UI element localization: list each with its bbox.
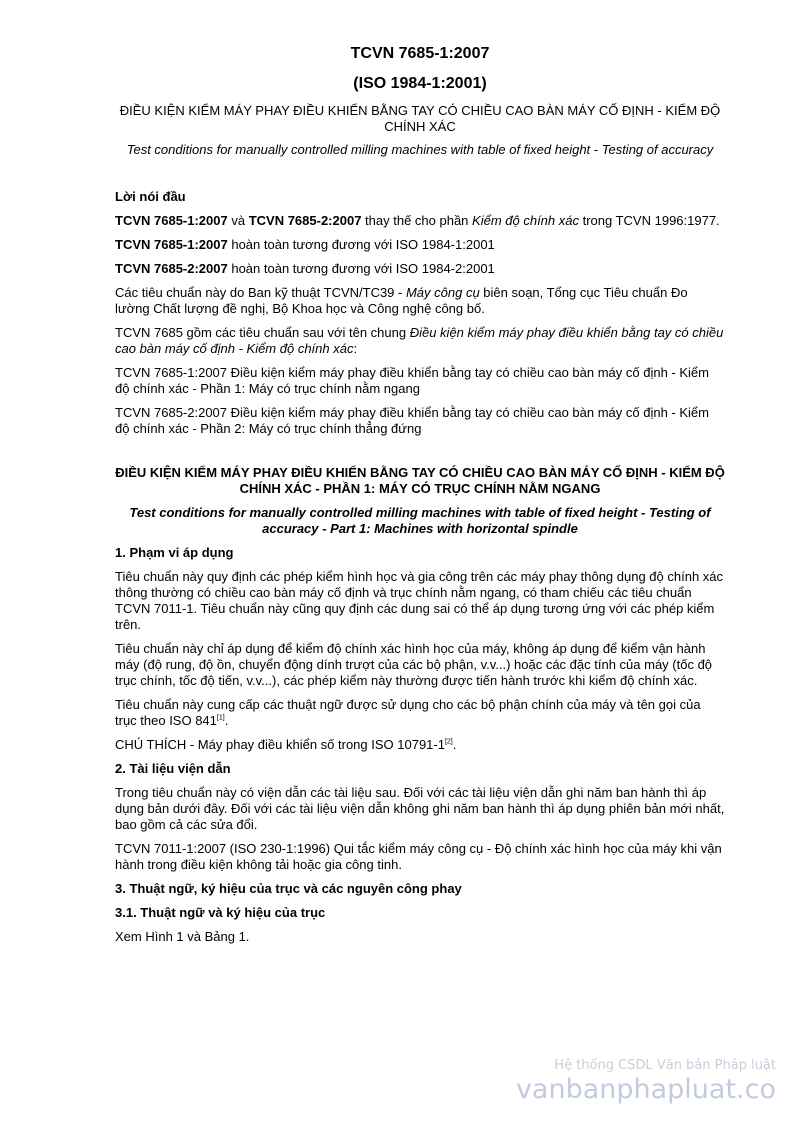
part-title-vietnamese: ĐIỀU KIỆN KIỂM MÁY PHAY ĐIỀU KHIỂN BẰNG TAY CÓ CHIỀU CAO BÀN MÁY CỐ ĐỊNH - KIỂM ĐỘ CHÍNH XÁC - PHẦN 1: MÁY CÓ TRỤC CHÍNH NẰM NGANG [115,465,725,496]
section-2-paragraph-1: Trong tiêu chuẩn này có viện dẫn các tài liệu sau. Đối với các tài liệu viện dẫn ghi năm ban hành thì áp dụng bản dưới đây. Đối với các tài liệu viện dẫn không ghi năm ban hành thì áp dụng phiên bản mới nhất, bao gồm cả các sửa đổi. [115,785,725,832]
foreword-paragraph-2: TCVN 7685-1:2007 hoàn toàn tương đương với ISO 1984-1:2001 [115,237,495,252]
section-3-heading: 3. Thuật ngữ, ký hiệu của trục và các nguyên công phay [115,881,462,896]
section-2-paragraph-2: TCVN 7011-1:2007 (ISO 230-1:1996) Qui tắc kiểm máy công cụ - Độ chính xác hình học của máy khi vận hành trong điều kiện không tải hoặc gia công tinh. [115,841,722,872]
foreword-heading: Lời nói đầu [115,189,186,204]
section-2-heading: 2. Tài liệu viện dẫn [115,761,231,776]
watermark-site: vanbanphapluat.co [515,1074,776,1105]
iso-code: (ISO 1984-1:2001) [353,75,487,92]
section-3-1-paragraph: Xem Hình 1 và Bảng 1. [115,929,250,944]
foreword-paragraph-6: TCVN 7685-1:2007 Điều kiện kiểm máy phay điều khiển bằng tay có chiều cao bàn máy cố định - Kiểm độ chính xác - Phần 1: Máy có trục chính nằm ngang [115,365,709,396]
foreword-paragraph-1: TCVN 7685-1:2007 và TCVN 7685-2:2007 thay thế cho phần Kiểm độ chính xác trong TCVN 1996:1977. [115,213,720,228]
title-vietnamese: ĐIỀU KIỆN KIỂM MÁY PHAY ĐIỀU KHIỂN BẰNG TAY CÓ CHIỀU CAO BÀN MÁY CỐ ĐỊNH - KIỂM ĐỘ CHÍNH XÁC [119,103,721,134]
reference-1[interactable]: [1] [216,714,225,722]
standard-code: TCVN 7685-1:2007 [350,45,490,62]
section-1-heading: 1. Phạm vi áp dụng [115,545,234,560]
watermark-line-1: Hệ thống CSDL Văn bản Pháp luật [554,1058,776,1073]
document-page [115,44,725,953]
section-3-1-heading: 3.1. Thuật ngữ và ký hiệu của trục [115,905,326,920]
foreword-paragraph-4: Các tiêu chuẩn này do Ban kỹ thuật TCVN/TC39 - Máy công cụ biên soạn, Tổng cục Tiêu chuẩn Đo lường Chất lượng đề nghị, Bộ Khoa học và Công nghệ công bố. [115,285,688,316]
foreword-paragraph-7: TCVN 7685-2:2007 Điều kiện kiểm máy phay điều khiển bằng tay có chiều cao bàn máy cố định - Kiểm độ chính xác - Phần 2: Máy có trục chính thẳng đứng [115,405,709,436]
section-1-paragraph-2: Tiêu chuẩn này chỉ áp dụng để kiểm độ chính xác hình học của máy, không áp dụng để kiểm vận hành máy (độ rung, độ ồn, chuyển động dính trượt của các bộ phận, v.v...) hoặc các đặc tính của máy (tốc độ trục chính, tốc độ tiến, v.v...), các phép kiểm này thường được tiến hành trước khi kiểm độ chính xác. [115,641,713,688]
section-1-note: CHÚ THÍCH - Máy phay điều khiển số trong ISO 10791-1[2]. [115,737,457,752]
section-1-paragraph-1: Tiêu chuẩn này quy định các phép kiểm hình học và gia công trên các máy phay thông dụng độ chính xác thông thường có chiều cao bàn máy cố định và trục chính nằm ngang, có tham chiếu các tiêu chuẩn TCVN 7011-1. Tiêu chuẩn này cũng quy định các dung sai có thể áp dụng tương ứng với các phép kiểm trên. [115,569,724,632]
section-1-paragraph-3: Tiêu chuẩn này cung cấp các thuật ngữ được sử dụng cho các bộ phận chính của máy và tên gọi của trục theo ISO 841[1]. [115,697,701,728]
title-english: Test conditions for manually controlled milling machines with table of fixed height - Testing of accuracy [126,142,714,157]
part-title-english: Test conditions for manually controlled milling machines with table of fixed height - Testing of accuracy - Part 1: Machines with horizontal spindle [129,505,711,536]
foreword-paragraph-5: TCVN 7685 gồm các tiêu chuẩn sau với tên chung Điều kiện kiểm máy phay điều khiển bằng tay có chiều cao bàn máy cố định - Kiểm độ chính xác: [115,325,724,356]
reference-2[interactable]: [2] [444,738,453,746]
foreword-paragraph-3: TCVN 7685-2:2007 hoàn toàn tương đương với ISO 1984-2:2001 [115,261,495,276]
watermark [516,1058,776,1106]
